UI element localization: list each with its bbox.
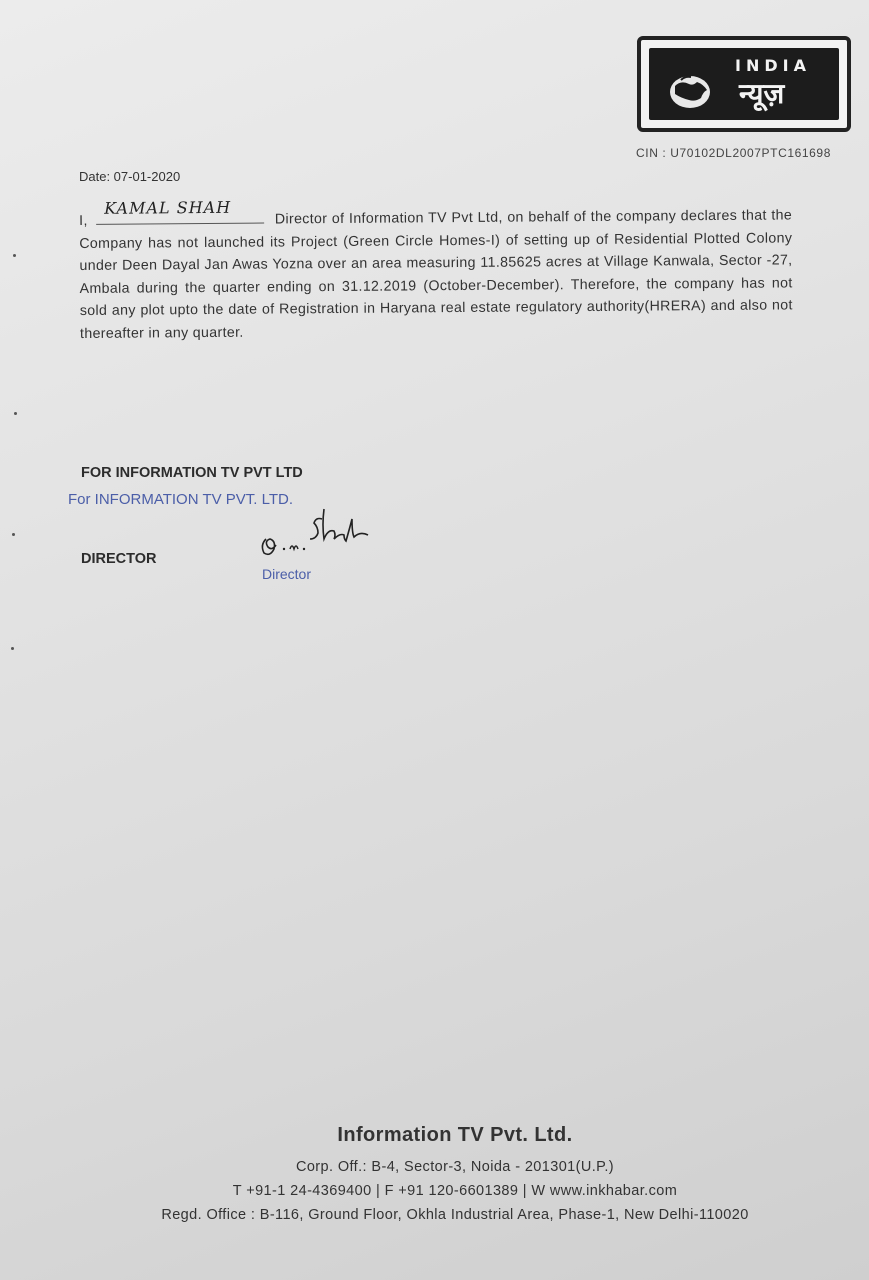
footer-regd-office: Regd. Office : B-116, Ground Floor, Okhla Industrial Area, Phase-1, New Delhi-110020 bbox=[161, 1207, 749, 1223]
cin-number: CIN : U70102DL2007PTC161698 bbox=[636, 146, 831, 160]
logo-text-news: न्यूज़ bbox=[739, 77, 785, 110]
declaration-body bbox=[79, 197, 793, 345]
letterhead-footer bbox=[100, 1124, 810, 1227]
director-stamp: Director bbox=[262, 566, 312, 582]
declaration-intro: I, bbox=[79, 212, 88, 229]
paper-speck bbox=[11, 647, 14, 650]
handwritten-name: KAMAL SHAH bbox=[104, 197, 232, 218]
footer-company-name: Information TV Pvt. Ltd. bbox=[337, 1124, 573, 1146]
letter-date: Date: 07-01-2020 bbox=[79, 169, 181, 184]
name-blank bbox=[96, 197, 264, 225]
declaration-text: Director of Information TV Pvt Ltd, on behalf of the company declares that the Company has not launched its Project (Green Circle Homes-I) of setting up of Residential Plotted Colony under Deen Dayal Jan Awas Yozna over an area measuring 11.85625 acres at Village Kanwala, Sector -27, Ambala during the quarter ending on 31.12.2019 (October-December). Therefore, the company has not sold any plot upto the date of Registration in Haryana real estate regulatory authority(HRERA) and also not thereafter in any quarter. bbox=[79, 207, 793, 342]
globe-icon bbox=[667, 72, 713, 110]
footer-contact: T +91-1 24-4369400 | F +91 120-6601389 | W www.inkhabar.com bbox=[232, 1183, 678, 1199]
india-news-logo bbox=[637, 36, 851, 132]
logo-text-india: INDIA bbox=[735, 56, 811, 75]
for-company-label: FOR INFORMATION TV PVT LTD bbox=[81, 465, 303, 481]
director-signature bbox=[250, 505, 380, 565]
paper-speck bbox=[13, 254, 16, 257]
logo-panel bbox=[649, 48, 839, 120]
paper-speck bbox=[12, 533, 15, 536]
director-label: DIRECTOR bbox=[81, 551, 157, 567]
company-stamp: For INFORMATION TV PVT. LTD. bbox=[68, 491, 294, 508]
paper-speck bbox=[14, 412, 17, 415]
footer-corp-office: Corp. Off.: B-4, Sector-3, Noida - 201301(U.P.) bbox=[295, 1159, 615, 1175]
